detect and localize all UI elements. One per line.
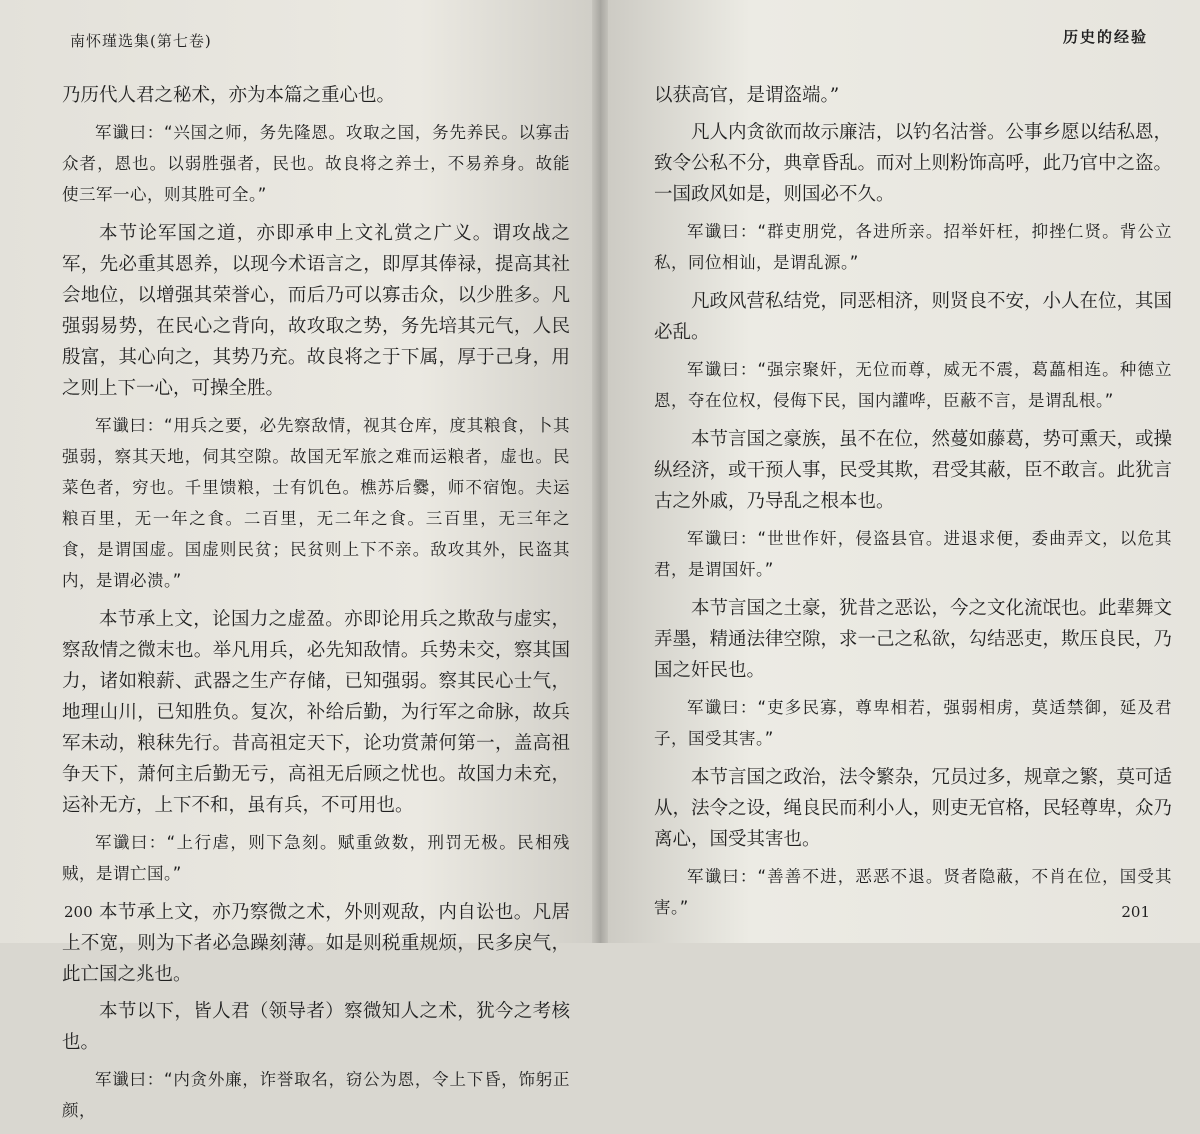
quote-paragraph: 军谶曰：“上行虐，则下急刻。赋重敛数，刑罚无极。民相残贼，是谓亡国。” [62,833,570,883]
book-gutter [592,0,608,943]
commentary-paragraph: 本节论军国之道，亦即承申上文礼赏之广义。谓攻战之军，先必重其恩养，以现今术语言之，即厚其俸禄，提高其社会地位，以增强其荣誉心，而后乃可以寡击众，以少胜多。凡强弱易势，在民心之背向，故攻取之势，务先培其元气，人民殷富，其心向之，其势乃充。故良将之于下属，厚于己身，用之则上下一心，可操全胜。 [62,223,570,399]
quote-paragraph: 军谶曰：“强宗聚奸，无位而尊，威无不震，葛藟相连。种德立恩，夺在位权，侵侮下民，国内讙哗，臣蔽不言，是谓乱根。” [654,360,1172,410]
left-page-body [62,80,570,1134]
commentary-paragraph: 本节承上文，论国力之虚盈。亦即论用兵之欺敌与虚实，察敌情之微末也。举凡用兵，必先知敌情。兵势未交，察其国力，诸如粮薪、武器之生产存储，已知强弱。察其民心士气，地理山川，已知胜负。复次，补给后勤，为行军之命脉，故兵军未动，粮秣先行。昔高祖定天下，论功赏萧何第一，盖高祖争天下，萧何主后勤无亏，高祖无后顾之忧也。故国力未充，运补无方，上下不和，虽有兵，不可用也。 [62,609,570,816]
commentary-paragraph: 本节言国之政治，法令繁杂，冗员过多，规章之繁，莫可适从，法令之设，绳良民而利小人，则吏无官格，民轻尊卑，众乃离心，国受其害也。 [654,767,1173,850]
right-page [600,0,1200,943]
commentary-paragraph: 凡人内贪欲而故示廉洁，以钓名沽誉。公事乡愿以结私恩，致令公私不分，典章昏乱。而对上则粉饰高呼，此乃官中之盗。一国政风如是，则国必不久。 [654,122,1173,205]
running-header-right: 历史的经验 [1062,28,1148,46]
quote-paragraph: 军谶曰：“善善不进，恶恶不退。贤者隐蔽，不肖在位，国受其害。” [654,867,1172,917]
commentary-paragraph: 本节言国之豪族，虽不在位，然蔓如藤葛，势可熏天，或操纵经济，或干预人事，民受其欺，君受其蔽，臣不敢言。此犹言古之外戚，乃导乱之根本也。 [654,429,1173,512]
page-number-left: 200 [64,903,93,921]
commentary-paragraph: 本节承上文，亦乃察微之术，外则观敌，内自讼也。凡居上不宽，则为下者必急躁刻薄。如是则税重规烦，民多戾气，此亡国之兆也。 [62,902,570,985]
commentary-paragraph: 凡政风营私结党，同恶相济，则贤良不安，小人在位，其国必乱。 [654,291,1173,343]
continued-paragraph: 以获高官，是谓盗端。” [654,85,840,106]
page-number-right: 201 [1121,903,1150,921]
quote-paragraph: 军谶曰：“用兵之要，必先察敌情，视其仓库，度其粮食，卜其强弱，察其天地，伺其空隙。故国无军旅之难而运粮者，虚也。民菜色者，穷也。千里馈粮，士有饥色。樵苏后爨，师不宿饱。夫运粮百里，无一年之食。二百里，无二年之食。三百里，无三年之食，是谓国虚。国虚则民贫；民贫则上下不亲。敌攻其外，民盗其内，是谓必溃。” [62,416,570,590]
commentary-paragraph: 本节以下，皆人君（领导者）察微知人之术，犹今之考核也。 [62,1001,570,1053]
commentary-paragraph: 本节言国之土豪，犹昔之恶讼，今之文化流氓也。此辈舞文弄墨，精通法律空隙，求一己之私欲，勾结恶吏，欺压良民，乃国之奸民也。 [654,598,1173,681]
quote-paragraph: 军谶曰：“内贪外廉，诈誉取名，窃公为恩，令上下昏，饰躬正颜， [62,1070,570,1120]
quote-paragraph: 军谶曰：“兴国之师，务先隆恩。攻取之国，务先养民。以寡击众者，恩也。以弱胜强者，民也。故良将之养士，不易养身。故能使三军一心，则其胜可全。” [62,123,570,204]
right-page-body [654,80,1172,931]
continued-paragraph: 乃历代人君之秘术，亦为本篇之重心也。 [62,85,396,106]
quote-paragraph: 军谶曰：“吏多民寡，尊卑相若，强弱相虏，莫适禁御，延及君子，国受其害。” [654,698,1172,748]
quote-paragraph: 军谶曰：“群吏朋党，各进所亲。招举奸枉，抑挫仁贤。背公立私，同位相讪，是谓乱源。” [654,222,1172,272]
running-header-left: 南怀瑾选集(第七卷) [70,32,212,50]
left-page [0,0,600,1120]
quote-paragraph: 军谶曰：“世世作奸，侵盗县官。进退求便，委曲弄文，以危其君，是谓国奸。” [654,529,1172,579]
